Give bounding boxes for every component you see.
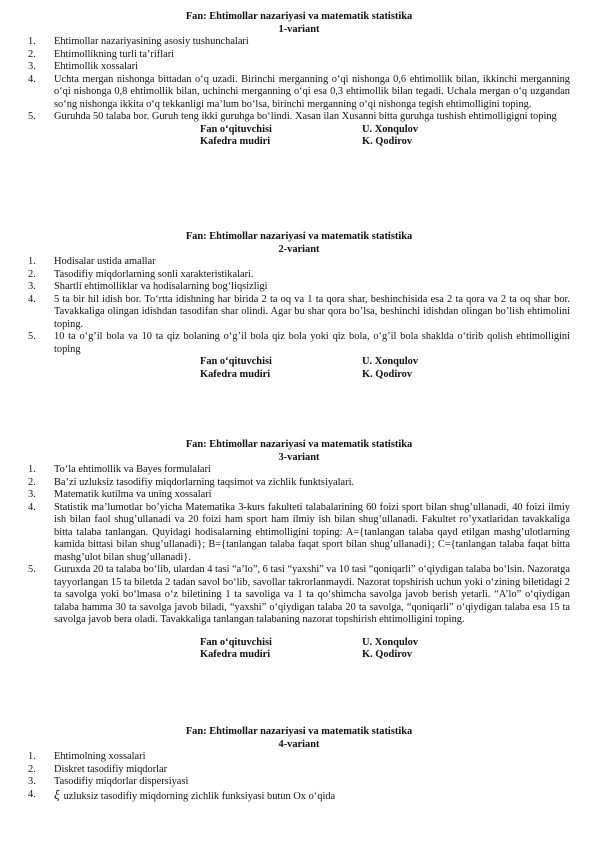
chair-name: K. Qodirov (362, 136, 413, 147)
question-item: 2. Diskret tasodifiy miqdorlar (28, 763, 168, 775)
question-item: 1. Ehtimollar nazariyasining asosiy tushunchalari (28, 36, 249, 47)
question-item: 5. Guruhda 50 talaba bor. Guruh teng ikki guruhga bo‘lindi. Xasan ilan Xusanni bitta guruhga tushish ehtimolligigni toping (28, 111, 557, 122)
course-title: Fan: Ehtimollar nazariyasi va matematik statistika (185, 726, 413, 737)
question-item: 1. Hodisalar ustida amallar (28, 256, 156, 267)
teacher-label: Fan o‘qituvchisi (200, 356, 272, 367)
variant-label: 3-variant (278, 451, 320, 463)
variant-4 (28, 726, 570, 803)
question-list (28, 464, 570, 627)
chair-label: Kafedra mudiri (200, 136, 271, 147)
variant-label: 4-variant (278, 738, 320, 750)
variant-1 (28, 11, 570, 149)
question-item: 3. Tasodifiy miqdorlar dispersiyasi (28, 776, 189, 787)
question-list (28, 256, 570, 356)
question-item: 2. Tasodifiy miqdorlarning sonli xarakteristikalari. (28, 268, 254, 280)
signature-block (28, 124, 570, 149)
chair-name: K. Qodirov (362, 368, 413, 380)
teacher-label: Fan o‘qituvchisi (200, 636, 272, 648)
question-item: 2. Ehtimollikning turli ta’riflari (28, 48, 175, 60)
course-title: Fan: Ehtimollar nazariyasi va matematik statistika (185, 439, 413, 450)
variant-label: 2-variant (278, 243, 320, 255)
question-list (28, 36, 570, 124)
teacher-name: U. Xonqulov (362, 123, 419, 135)
chair-label: Kafedra mudiri (200, 649, 271, 660)
chair-name: K. Qodirov (362, 649, 413, 660)
variant-label: 1-variant (278, 23, 320, 35)
teacher-name: U. Xonqulov (362, 356, 419, 367)
question-item: 3. Shartli ehtimolliklar va hodisalarning bog‘liqsizligi (28, 281, 268, 292)
question-item: 5. Guruxda 20 ta talaba bo‘lib, ulardan 4 tasi “a’lo”, 6 tasi “yaxshi” va 10 tasi “qoniqarli” o‘qiydigan talaba bo‘lsin. Nazoratga tayyorlangan 15 ta biletda 2 tadan savol bo‘lib, savollar takrorlanmaydi. Nazorat topshirish uchun yoki o‘zining biletidagi 2 ta savolga yoki bo‘lmasa o‘z biletining 1 ta savoliga va 1 ta qo‘shimcha savolga javob berish yetarli. “A’lo” o‘qiydigan talaba hamma 30 ta savolga javob biladi, “yaxshi” o‘qiydigan talaba 20 ta savolga, “qoniqarli” o‘qiydigan talaba esa 15 ta savolga javob bera oladi. Tavakkaliga tanlangan talabaning nazorat topshirish ehtimolligini toping. (28, 564, 570, 625)
variant-2 (28, 231, 570, 381)
course-title: Fan: Ehtimollar nazariyasi va matematik statistika (185, 231, 413, 242)
course-title: Fan: Ehtimollar nazariyasi va matematik statistika (185, 11, 413, 22)
question-item: 3. Matematik kutilma va uning xossalari (28, 489, 212, 500)
question-item: 4. Statistik ma’lumotlar bo’yicha Matematika 3-kurs fakulteti talabalarining 60 foizi sport bilan shug’ullanadi, 40 foizi ilmiy ish bilan faol shug’ullanadi va 20 foizi ham sport ham ilmiy ish bilan shug’ullanadi. Fakultet ro’yxatlaridan tavakkaliga bitta talaba tanlangan. Quyidagi hodisalarning ehtimolligini toping: A={tanlangan talaba qayd etilgan mashg’ulotlarning kamida bittasi bilan shug’ullanadi}; B={tanlangan talaba faqat sport bilan shug’ullanadi}; C={tanlangan talaba faqat bitta mashg’ulot bilan shug’ullanadi}. (28, 501, 570, 563)
question-item: 4. 5 ta bir hil idish bor. To‘rtta idishning har birida 2 ta oq va 1 ta qora shar, beshinchisida esa 2 ta qora va 2 ta oq shar bor. Tavakkaliga olingan idishdan tasodifan shar olindi. Agar bu shar qora bo’lsa, beshinchi idishdan olingan bo’lish ehtimolini toping. (28, 293, 570, 330)
teacher-name: U. Xonqulov (362, 636, 419, 648)
question-item: 1. Ehtimolning xossalari (28, 751, 146, 762)
signature-block (28, 637, 570, 662)
question-item: 1. To‘la ehtimollik va Bayes formulalari (28, 464, 211, 475)
question-item: 4. ξ uzluksiz tasodifiy miqdorning zichlik funksiyasi butun Ox o‘qida (28, 786, 336, 802)
xi-symbol: ξ (54, 786, 60, 802)
chair-label: Kafedra mudiri (200, 368, 271, 380)
question-item: 2. Ba’zi uzluksiz tasodifiy miqdorlarning taqsimot va zichlik funktsiyalari. (28, 476, 355, 488)
question-item: 4. Uchta mergan nishonga bittadan o‘q uzadi. Birinchi merganning o‘qi nishonga 0,6 ehtimollik bilan, ikkinchi merganning o‘qi nishonga 0,8 ehtimollik bilan, uchinchi merganning o‘qi esa 0,3 ehtimollik bilan tegadi. Uchala mergan o‘q uzgandan so‘ng nishonga ikkita o‘q tekkanligi ma’lum bo‘lsa, birinchi merganning o‘qi nishonga tegish ehtimolligini toping. (28, 73, 570, 110)
teacher-label: Fan o‘qituvchisi (200, 123, 272, 135)
signature-block (28, 356, 570, 381)
question-item: 5. 10 ta o‘g’il bola va 10 ta qiz bolaning o‘g’il bola qiz bola yoki qiz bola, o‘g’il bola shaklda o‘tirib qolish ehtimolligini toping (28, 331, 570, 355)
question-item: 3. Ehtimollik xossalari (28, 61, 138, 72)
question-list (28, 751, 570, 803)
variant-3 (28, 439, 570, 662)
